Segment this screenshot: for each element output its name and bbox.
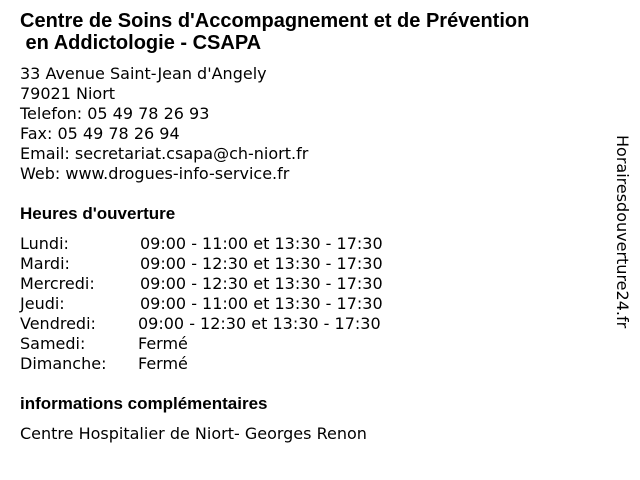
hours-row-tuesday	[20, 254, 440, 274]
day-label: Samedi:	[20, 334, 86, 353]
day-hours: 09:00 - 12:30 et 13:30 - 17:30	[138, 314, 381, 333]
day-hours: 09:00 - 11:00 et 13:30 - 17:30	[140, 234, 383, 253]
day-label: Dimanche:	[20, 354, 107, 373]
day-hours: 09:00 - 12:30 et 13:30 - 17:30	[140, 254, 383, 273]
hours-row-friday	[20, 314, 440, 334]
page-title-line-2: en Addictologie - CSAPA	[20, 32, 262, 54]
contact-info	[20, 64, 308, 184]
day-label: Vendredi:	[20, 314, 96, 333]
phone-number: Telefon: 05 49 78 26 93	[20, 104, 210, 123]
opening-hours-table	[20, 234, 440, 374]
address-city: 79021 Niort	[20, 84, 116, 103]
day-hours: Fermé	[138, 334, 188, 353]
page-title-line-1: Centre de Soins d'Accompagnement et de Prévention	[20, 10, 530, 32]
hours-row-sunday	[20, 354, 440, 374]
hours-row-wednesday	[20, 274, 440, 294]
website: Web: www.drogues-info-service.fr	[20, 164, 290, 183]
day-hours: 09:00 - 12:30 et 13:30 - 17:30	[140, 274, 383, 293]
additional-info-heading: informations complémentaires	[20, 394, 268, 413]
hours-row-monday	[20, 234, 440, 254]
day-hours: 09:00 - 11:00 et 13:30 - 17:30	[140, 294, 383, 313]
day-hours: Fermé	[138, 354, 188, 373]
fax-number: Fax: 05 49 78 26 94	[20, 124, 180, 143]
email-address: Email: secretariat.csapa@ch-niort.fr	[20, 144, 309, 163]
address-street: 33 Avenue Saint-Jean d'Angely	[20, 64, 267, 83]
hours-row-thursday	[20, 294, 440, 314]
page-title	[20, 10, 620, 54]
day-label: Jeudi:	[20, 294, 65, 313]
opening-hours-heading: Heures d'ouverture	[20, 204, 176, 223]
watermark-text: Horairesdouverture24.fr	[613, 135, 632, 329]
day-label: Lundi:	[20, 234, 69, 253]
day-label: Mercredi:	[20, 274, 95, 293]
additional-info-text: Centre Hospitalier de Niort- Georges Renon	[20, 424, 367, 443]
day-label: Mardi:	[20, 254, 70, 273]
hours-row-saturday	[20, 334, 440, 354]
